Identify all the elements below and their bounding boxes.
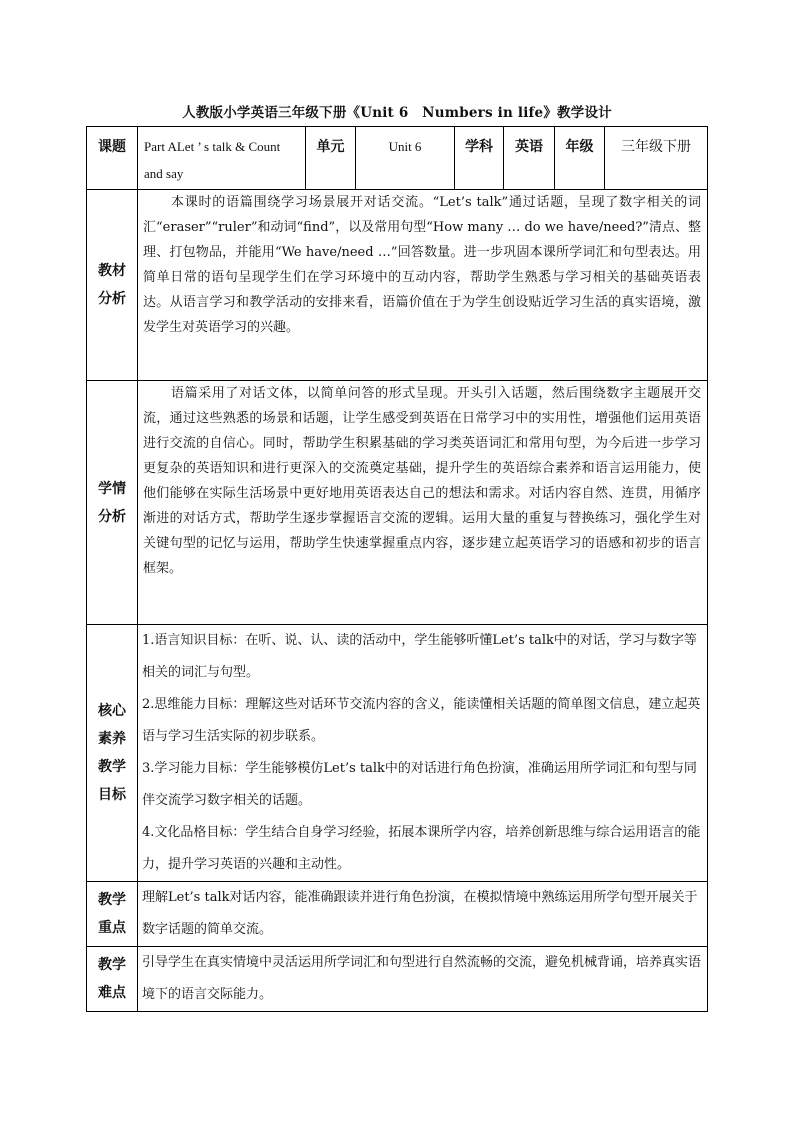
unit-value-cell: [356, 127, 455, 190]
analysis-label-cell: [87, 190, 138, 381]
learners-label-cell: [87, 381, 138, 625]
key-points-label-2: 重点: [98, 920, 126, 936]
header-row: [87, 127, 708, 190]
subject-value-cell: [504, 127, 555, 190]
analysis-text: 本课时的语篇围绕学习场景展开对话交流。“Let’s talk”通过话题，呈现了数字相关的词汇“eraser”“ruler”和动词“find”，以及常用句型“How many … do we have/need?”清点、整理、打包物品，并能用“We have/need …”回答数量。进一步巩固本课所学词汇和句型表达。用简单日常的语句呈现学生们在学习环境中的互动内容，帮助学生熟悉与学习相关的基础英语表达。从语言学习和教学活动的安排来看，语篇价值在于为学生创设贴近学习生活的真实语境，激发学生对英语学习的兴趣。: [143, 195, 701, 335]
unit-value: Unit 6: [388, 139, 422, 154]
subject-label-cell: [455, 127, 504, 190]
difficulties-text: 引导学生在真实情境中灵活运用所学词汇和句型进行自然流畅的交流，避免机械背诵，培养真实语境下的语言交际能力。: [142, 955, 702, 1002]
topic-label: 课题: [98, 139, 126, 155]
lesson-plan-table: [86, 126, 708, 1012]
learners-text: 语篇采用了对话文体，以简单问答的形式呈现。开头引入话题，然后围绕数字主题展开交流，通过这些熟悉的场景和话题，让学生感受到英语在日常学习中的实用性，增强他们运用英语进行交流的自信心。同时，帮助学生积累基础的学习类英语词汇和常用句型，为今后进一步学习更复杂的英语知识和进行更深入的交流奠定基础，提升学生的英语综合素养和语言运用能力，使他们能够在实际生活场景中更好地用英语表达自己的想法和需求。对话内容自然、连贯，用循序渐进的对话方式，帮助学生逐步掌握语言交流的逻辑。运用大量的重复与替换练习，强化学生对关键句型的记忆与运用，帮助学生快速掌握重点内容，逐步建立起英语学习的语感和初步的语言框架。: [143, 386, 701, 576]
goals-label-1: 核心: [98, 703, 126, 719]
goals-row: [87, 625, 708, 882]
topic-value-cell: [138, 127, 306, 190]
subject-label: 学科: [465, 139, 493, 155]
goals-label-3: 教学: [98, 759, 126, 775]
unit-label-cell: [306, 127, 356, 190]
goals-content-cell: [138, 625, 708, 882]
difficulties-label-2: 难点: [98, 985, 126, 1001]
topic-label-cell: [87, 127, 138, 190]
key-points-content-cell: [138, 882, 708, 947]
learners-label-2: 分析: [98, 508, 126, 525]
learners-content-cell: [138, 381, 708, 625]
key-points-label-1: 教学: [98, 892, 126, 908]
goal-item: 1.语言知识目标：在听、说、认、读的活动中，学生能够听懂Let’s talk中的对话，学习与数字等相关的词汇与句型。: [142, 633, 697, 680]
analysis-label-1: 教材: [98, 263, 126, 279]
learners-row: [87, 381, 708, 625]
difficulties-label-1: 教学: [98, 957, 126, 973]
goals-label-cell: [87, 625, 138, 882]
key-points-text: 理解Let’s talk对话内容，能准确跟读并进行角色扮演，在模拟情境中熟练运用所学句型开展关于数字话题的简单交流。: [142, 890, 698, 937]
goals-label-2: 素养: [98, 731, 126, 747]
grade-value: 三年级下册: [621, 139, 691, 155]
key-points-row: [87, 882, 708, 947]
key-points-label-cell: [87, 882, 138, 947]
goal-item: 4.文化品格目标：学生结合自身学习经验，拓展本课所学内容，培养创新思维与综合运用语言的能力，提升学习英语的兴趣和主动性。: [142, 825, 701, 872]
grade-value-cell: [605, 127, 708, 190]
goals-label-4: 目标: [98, 787, 126, 803]
page-title: 人教版小学英语三年级下册《Unit 6 Numbers in life》教学设计: [182, 105, 612, 121]
goal-item: 3.学习能力目标：学生能够模仿Let’s talk中的对话进行角色扮演，准确运用所学词汇和句型与同伴交流学习数字相关的话题。: [142, 761, 697, 808]
analysis-content-cell: [138, 190, 708, 381]
analysis-label-2: 分析: [98, 291, 126, 307]
unit-label: 单元: [316, 139, 345, 155]
grade-label: 年级: [565, 139, 594, 155]
topic-value: Part ALet ’ s talk & Count and say: [144, 139, 281, 181]
analysis-row: [87, 190, 708, 381]
learners-label-1: 学情: [98, 480, 126, 497]
difficulties-content-cell: [138, 947, 708, 1012]
subject-value: 英语: [515, 139, 543, 155]
grade-label-cell: [555, 127, 605, 190]
difficulties-label-cell: [87, 947, 138, 1012]
goal-item: 2.思维能力目标：理解这些对话环节交流内容的含义，能读懂相关话题的简单图文信息，建立起英语与学习生活实际的初步联系。: [142, 697, 701, 744]
difficulties-row: [87, 947, 708, 1012]
